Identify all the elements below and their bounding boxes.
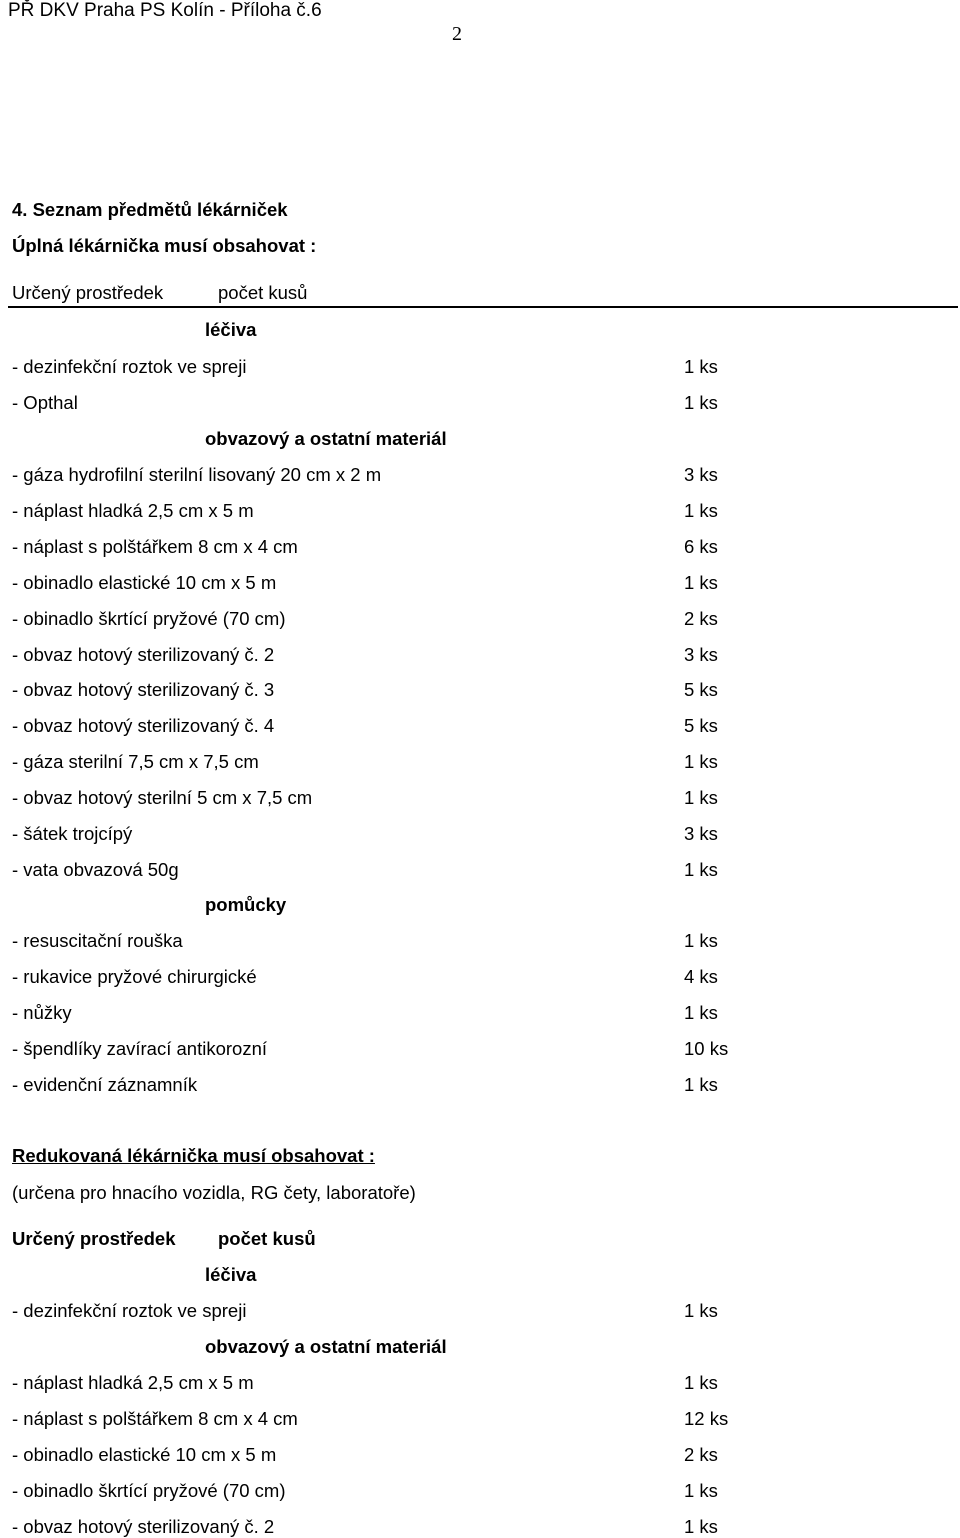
- item-quantity: 10 ks: [684, 1037, 729, 1059]
- full-kit-category-drugs: léčiva: [205, 319, 257, 340]
- reduced-kit-column-qty-header: počet kusů: [218, 1228, 316, 1249]
- list-item: [0, 823, 960, 845]
- item-quantity: 3 ks: [684, 823, 718, 844]
- list-item: [0, 464, 960, 486]
- item-quantity: 1 ks: [684, 930, 718, 951]
- list-item: [0, 536, 960, 558]
- item-quantity: 1 ks: [684, 1001, 718, 1023]
- item-quantity: 6 ks: [684, 535, 718, 557]
- list-item: [0, 644, 960, 666]
- item-quantity: 2 ks: [684, 1443, 718, 1465]
- item-name: - resuscitační rouška: [12, 930, 183, 951]
- item-name: - dezinfekční roztok ve spreji: [12, 1300, 247, 1321]
- item-name: - obvaz hotový sterilní 5 cm x 7,5 cm: [12, 787, 313, 809]
- item-name: - vata obvazová 50g: [12, 858, 179, 880]
- item-name: - gáza sterilní 7,5 cm x 7,5 cm: [12, 751, 259, 773]
- reduced-kit-column-name-header: Určený prostředek: [12, 1228, 176, 1249]
- item-name: - obinadlo škrtící pryžové (70 cm): [12, 607, 286, 629]
- item-name: - špendlíky zavírací antikorozní: [12, 1037, 267, 1059]
- list-item: [0, 1300, 960, 1322]
- reduced-kit-note: (určena pro hnacího vozidla, RG čety, laboratoře): [12, 1182, 416, 1203]
- list-item: [0, 751, 960, 773]
- full-kit-heading: Úplná lékárnička musí obsahovat :: [12, 235, 317, 256]
- item-name: - gáza hydrofilní sterilní lisovaný 20 cm x 2 m: [12, 464, 382, 485]
- item-name: - obinadlo elastické 10 cm x 5 m: [12, 1443, 277, 1465]
- item-name: - obvaz hotový sterilizovaný č. 2: [12, 1515, 275, 1537]
- item-quantity: 3 ks: [684, 643, 718, 665]
- item-name: - nůžky: [12, 1001, 72, 1023]
- item-quantity: 1 ks: [684, 787, 718, 809]
- list-item: [0, 608, 960, 630]
- section-title: 4. Seznam předmětů lékárniček: [12, 199, 288, 220]
- item-quantity: 1 ks: [684, 858, 718, 880]
- reduced-kit-category-drugs: léčiva: [205, 1264, 257, 1285]
- item-quantity: 1 ks: [684, 751, 718, 773]
- item-name: - Opthal: [12, 391, 78, 413]
- item-name: - evidenční záznamník: [12, 1073, 198, 1095]
- list-item: [0, 787, 960, 809]
- item-name: - obvaz hotový sterilizovaný č. 2: [12, 643, 275, 665]
- item-quantity: 1 ks: [684, 1073, 718, 1095]
- item-name: - náplast s polštářkem 8 cm x 4 cm: [12, 535, 298, 557]
- item-name: - obinadlo škrtící pryžové (70 cm): [12, 1479, 286, 1501]
- reduced-kit-heading: Redukovaná lékárnička musí obsahovat :: [12, 1145, 375, 1166]
- item-name: - náplast s polštářkem 8 cm x 4 cm: [12, 1407, 298, 1429]
- list-item: [0, 500, 960, 522]
- document-header-title: PŘ DKV Praha PS Kolín - Příloha č.6: [8, 0, 322, 21]
- item-name: - šátek trojcípý: [12, 823, 133, 844]
- list-item: [0, 1516, 960, 1538]
- list-item: [0, 966, 960, 988]
- item-name: - obvaz hotový sterilizovaný č. 3: [12, 679, 275, 701]
- item-quantity: 1 ks: [684, 356, 718, 377]
- full-kit-column-qty-header: počet kusů: [218, 282, 308, 303]
- item-quantity: 2 ks: [684, 607, 718, 629]
- item-name: - obinadlo elastické 10 cm x 5 m: [12, 571, 277, 593]
- item-quantity: 1 ks: [684, 1300, 718, 1321]
- header-divider: [8, 306, 958, 308]
- list-item: [0, 1372, 960, 1394]
- list-item: [0, 1002, 960, 1024]
- item-quantity: 1 ks: [684, 1372, 718, 1393]
- item-quantity: 1 ks: [684, 571, 718, 593]
- list-item: [0, 679, 960, 701]
- full-kit-column-name-header: Určený prostředek: [12, 282, 164, 303]
- list-item: [0, 392, 960, 414]
- item-quantity: 5 ks: [684, 679, 718, 701]
- list-item: [0, 1038, 960, 1060]
- item-name: - obvaz hotový sterilizovaný č. 4: [12, 715, 275, 737]
- list-item: [0, 1074, 960, 1096]
- item-name: - rukavice pryžové chirurgické: [12, 965, 257, 987]
- list-item: [0, 572, 960, 594]
- list-item: [0, 1480, 960, 1502]
- item-quantity: 1 ks: [684, 1515, 718, 1537]
- list-item: [0, 859, 960, 881]
- item-quantity: 5 ks: [684, 715, 718, 737]
- item-quantity: 1 ks: [684, 499, 718, 521]
- item-name: - náplast hladká 2,5 cm x 5 m: [12, 1372, 254, 1393]
- item-quantity: 12 ks: [684, 1407, 729, 1429]
- item-quantity: 1 ks: [684, 1479, 718, 1501]
- item-name: - náplast hladká 2,5 cm x 5 m: [12, 499, 254, 521]
- list-item: [0, 715, 960, 737]
- item-quantity: 4 ks: [684, 965, 718, 987]
- list-item: [0, 356, 960, 378]
- full-kit-category-dressings: obvazový a ostatní materiál: [205, 428, 447, 449]
- list-item: [0, 930, 960, 952]
- item-quantity: 1 ks: [684, 391, 718, 413]
- page-number: 2: [452, 23, 462, 45]
- reduced-kit-category-dressings: obvazový a ostatní materiál: [205, 1336, 447, 1357]
- full-kit-category-aids: pomůcky: [205, 894, 287, 915]
- item-name: - dezinfekční roztok ve spreji: [12, 356, 247, 377]
- list-item: [0, 1408, 960, 1430]
- item-quantity: 3 ks: [684, 464, 718, 485]
- list-item: [0, 1444, 960, 1466]
